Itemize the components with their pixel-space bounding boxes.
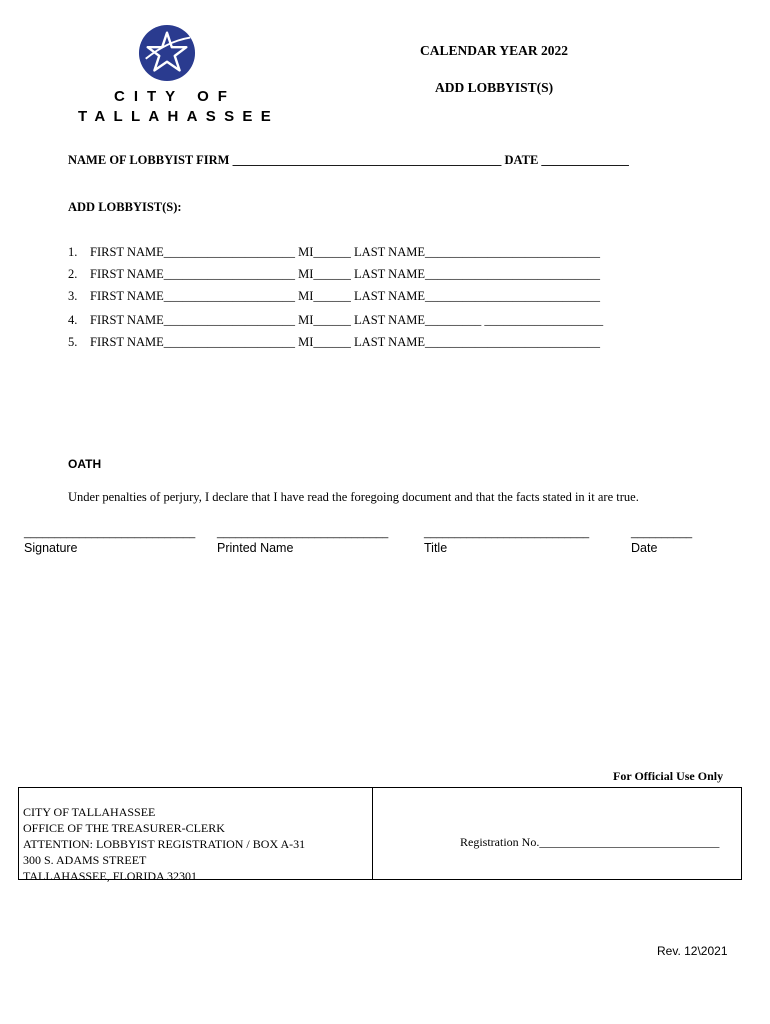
- firm-label: NAME OF LOBBYIST FIRM: [68, 153, 230, 167]
- mi-field[interactable]: MI______: [298, 313, 351, 327]
- row-number: 5.: [68, 335, 78, 349]
- first-name-field[interactable]: FIRST NAME_____________________: [90, 245, 295, 259]
- last-name-field[interactable]: LAST NAME____________________________: [354, 289, 600, 303]
- mi-field[interactable]: MI______: [298, 289, 351, 303]
- date-field[interactable]: ______________: [541, 153, 629, 167]
- address-line: 300 S. ADAMS STREET: [23, 853, 147, 867]
- row-number: 1.: [68, 245, 78, 259]
- mi-field[interactable]: MI______: [298, 245, 351, 259]
- first-name-field[interactable]: FIRST NAME_____________________: [90, 289, 295, 303]
- calendar-year-title: CALENDAR YEAR 2022: [420, 43, 569, 58]
- clerk-address: [23, 804, 305, 884]
- first-name-field[interactable]: FIRST NAME_____________________: [90, 313, 295, 327]
- signature-line[interactable]: ____________________________: [24, 527, 196, 539]
- last-name-field[interactable]: LAST NAME____________________________: [354, 335, 600, 349]
- row-number: 3.: [68, 289, 78, 303]
- signature-block: [24, 527, 195, 555]
- logo-text-tallahassee: TALLAHASSEE: [78, 108, 280, 125]
- first-name-field[interactable]: FIRST NAME_____________________: [90, 267, 295, 281]
- oath-text: Under penalties of perjury, I declare that I have read the foregoing document and that the facts stated in it are true.: [68, 490, 639, 504]
- printed-name-label: Printed Name: [217, 541, 294, 555]
- signature-label: Signature: [24, 541, 78, 555]
- row-number: 2.: [68, 267, 78, 281]
- first-name-field[interactable]: FIRST NAME_____________________: [90, 335, 295, 349]
- sign-date-label: Date: [631, 541, 658, 555]
- last-name-field[interactable]: LAST NAME____________________________: [354, 245, 600, 259]
- lobbyist-row-5: [68, 335, 600, 350]
- sign-date-block: [631, 527, 692, 555]
- sign-date-line[interactable]: __________: [631, 527, 693, 539]
- form-title: ADD LOBBYIST(S): [435, 80, 554, 95]
- section-label: ADD LOBBYIST(S):: [68, 200, 182, 214]
- address-line: TALLAHASSEE, FLORIDA 32301: [23, 869, 198, 883]
- lobbyist-row-2: [68, 267, 600, 282]
- address-line: CITY OF TALLAHASSEE: [23, 805, 156, 819]
- lobbyist-row-4: [68, 313, 603, 328]
- mi-field[interactable]: MI______: [298, 335, 351, 349]
- last-name-field[interactable]: LAST NAME_________ ___________________: [354, 313, 604, 327]
- title-block: [424, 527, 589, 555]
- title-label: Title: [424, 541, 448, 555]
- official-use-heading: For Official Use Only: [613, 769, 724, 783]
- revision-label: Rev. 12\2021: [657, 944, 728, 958]
- printed-name-block: [217, 527, 388, 555]
- clerk-address-cell: [19, 788, 373, 883]
- date-label: DATE: [504, 153, 539, 167]
- lobbyist-row-3: [68, 289, 600, 304]
- firm-date-line: [68, 153, 629, 168]
- row-number: 4.: [68, 313, 78, 327]
- lobbyist-row-1: [68, 245, 600, 260]
- title-line[interactable]: ___________________________: [424, 527, 590, 539]
- mi-field[interactable]: MI______: [298, 267, 351, 281]
- star-emblem-icon: [138, 24, 196, 82]
- logo-text-city-of: CITY OF: [114, 88, 236, 105]
- registration-number-field[interactable]: Registration No.______________________________: [460, 835, 720, 849]
- oath-heading: OATH: [68, 457, 102, 471]
- printed-name-line[interactable]: ____________________________: [217, 527, 389, 539]
- firm-field[interactable]: ___________________________________________: [232, 153, 502, 167]
- last-name-field[interactable]: LAST NAME____________________________: [354, 267, 600, 281]
- address-line: OFFICE OF THE TREASURER-CLERK: [23, 821, 225, 835]
- address-line: ATTENTION: LOBBYIST REGISTRATION / BOX A-31: [23, 837, 306, 851]
- official-use-box: [18, 787, 742, 883]
